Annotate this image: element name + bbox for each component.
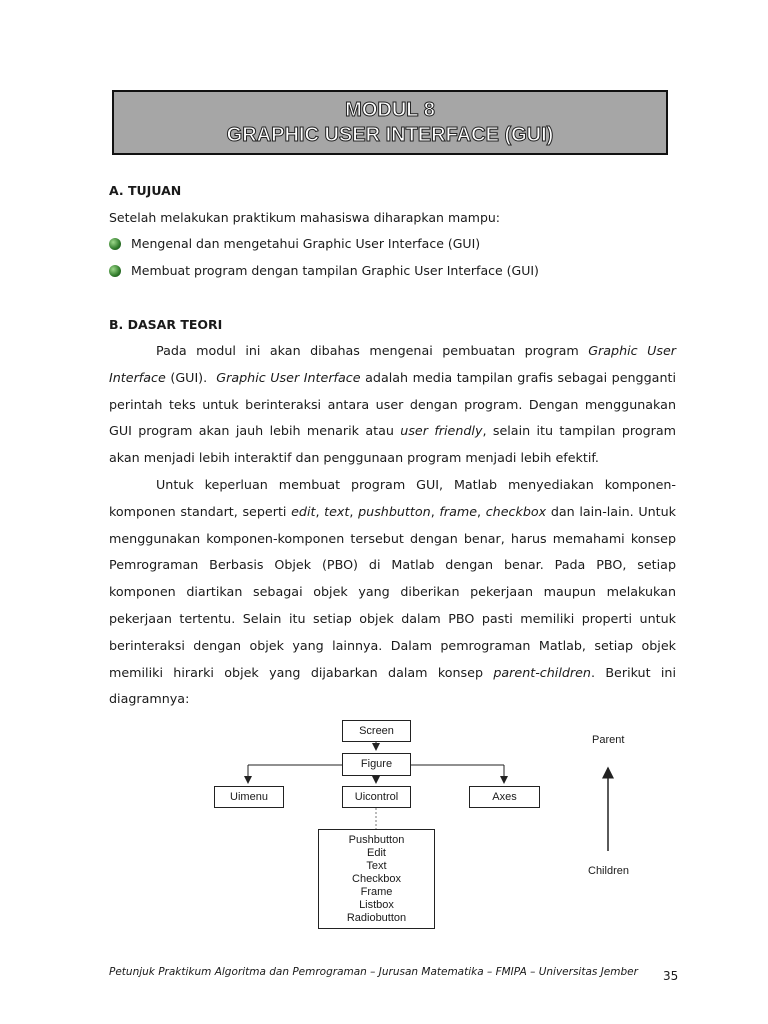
goal-item: Membuat program dengan tampilan Graphic User Interface (GUI) [109, 257, 539, 284]
figure-node: Figure [342, 753, 411, 776]
screen-node: Screen [342, 720, 411, 742]
parent-label: Parent [592, 734, 625, 746]
footer-text: Petunjuk Praktikum Algoritma dan Pemrograman – Jurusan Matematika – FMIPA – Universitas Jember [109, 966, 638, 978]
section-a-heading: A. TUJUAN [109, 183, 182, 198]
module-number: MODUL 8 [345, 98, 435, 121]
uimenu-node: Uimenu [214, 786, 284, 808]
page-number: 35 [663, 969, 679, 983]
axes-node: Axes [469, 786, 540, 808]
section-a-intro: Setelah melakukan praktikum mahasiswa diharapkan mampu: [109, 210, 501, 225]
component-list-node: Pushbutton Edit Text Checkbox Frame Listbox Radiobutton [318, 829, 435, 929]
uicontrol-node: Uicontrol [342, 786, 411, 808]
paragraph-2: Untuk keperluan membuat program GUI, Matlab menyediakan komponen-komponen standart, seperti edit, text, pushbutton, frame, checkbox dan lain-lain. Untuk menggunakan komponen-komponen tersebut dengan benar, harus memahami konsep Pemrograman Berbasis Objek (PBO) di Matlab dengan benar. Pada PBO, setiap komponen diartikan sebagai objek yang diberikan pekerjaan maupun melakukan pekerjaan tertentu. Selain itu setiap objek dalam PBO pasti memiliki properti untuk berinteraksi dengan objek yang lainnya. Dalam pemrograman Matlab, setiap objek memiliki hirarki objek yang dijabarkan dalam konsep parent-children. Berikut ini diagramnya: [109, 477, 677, 707]
section-b-heading: B. DASAR TEORI [109, 317, 223, 332]
goal-item: Mengenal dan mengetahui Graphic User Interface (GUI) [109, 230, 480, 257]
module-title: GRAPHIC USER INTERFACE (GUI) [226, 123, 554, 146]
children-label: Children [588, 865, 629, 877]
paragraph-1: Pada modul ini akan dibahas mengenai pembuatan program Graphic User Interface (GUI). Graphic User Interface adalah media tampilan grafis sebagai pengganti perintah teks untuk berinteraksi antara user dengan program. Dengan menggunakan GUI program akan jauh lebih menarik atau user friendly, selain itu tampilan program akan menjadi lebih interaktif dan penggunaan program menjadi lebih efektif. [109, 343, 676, 466]
